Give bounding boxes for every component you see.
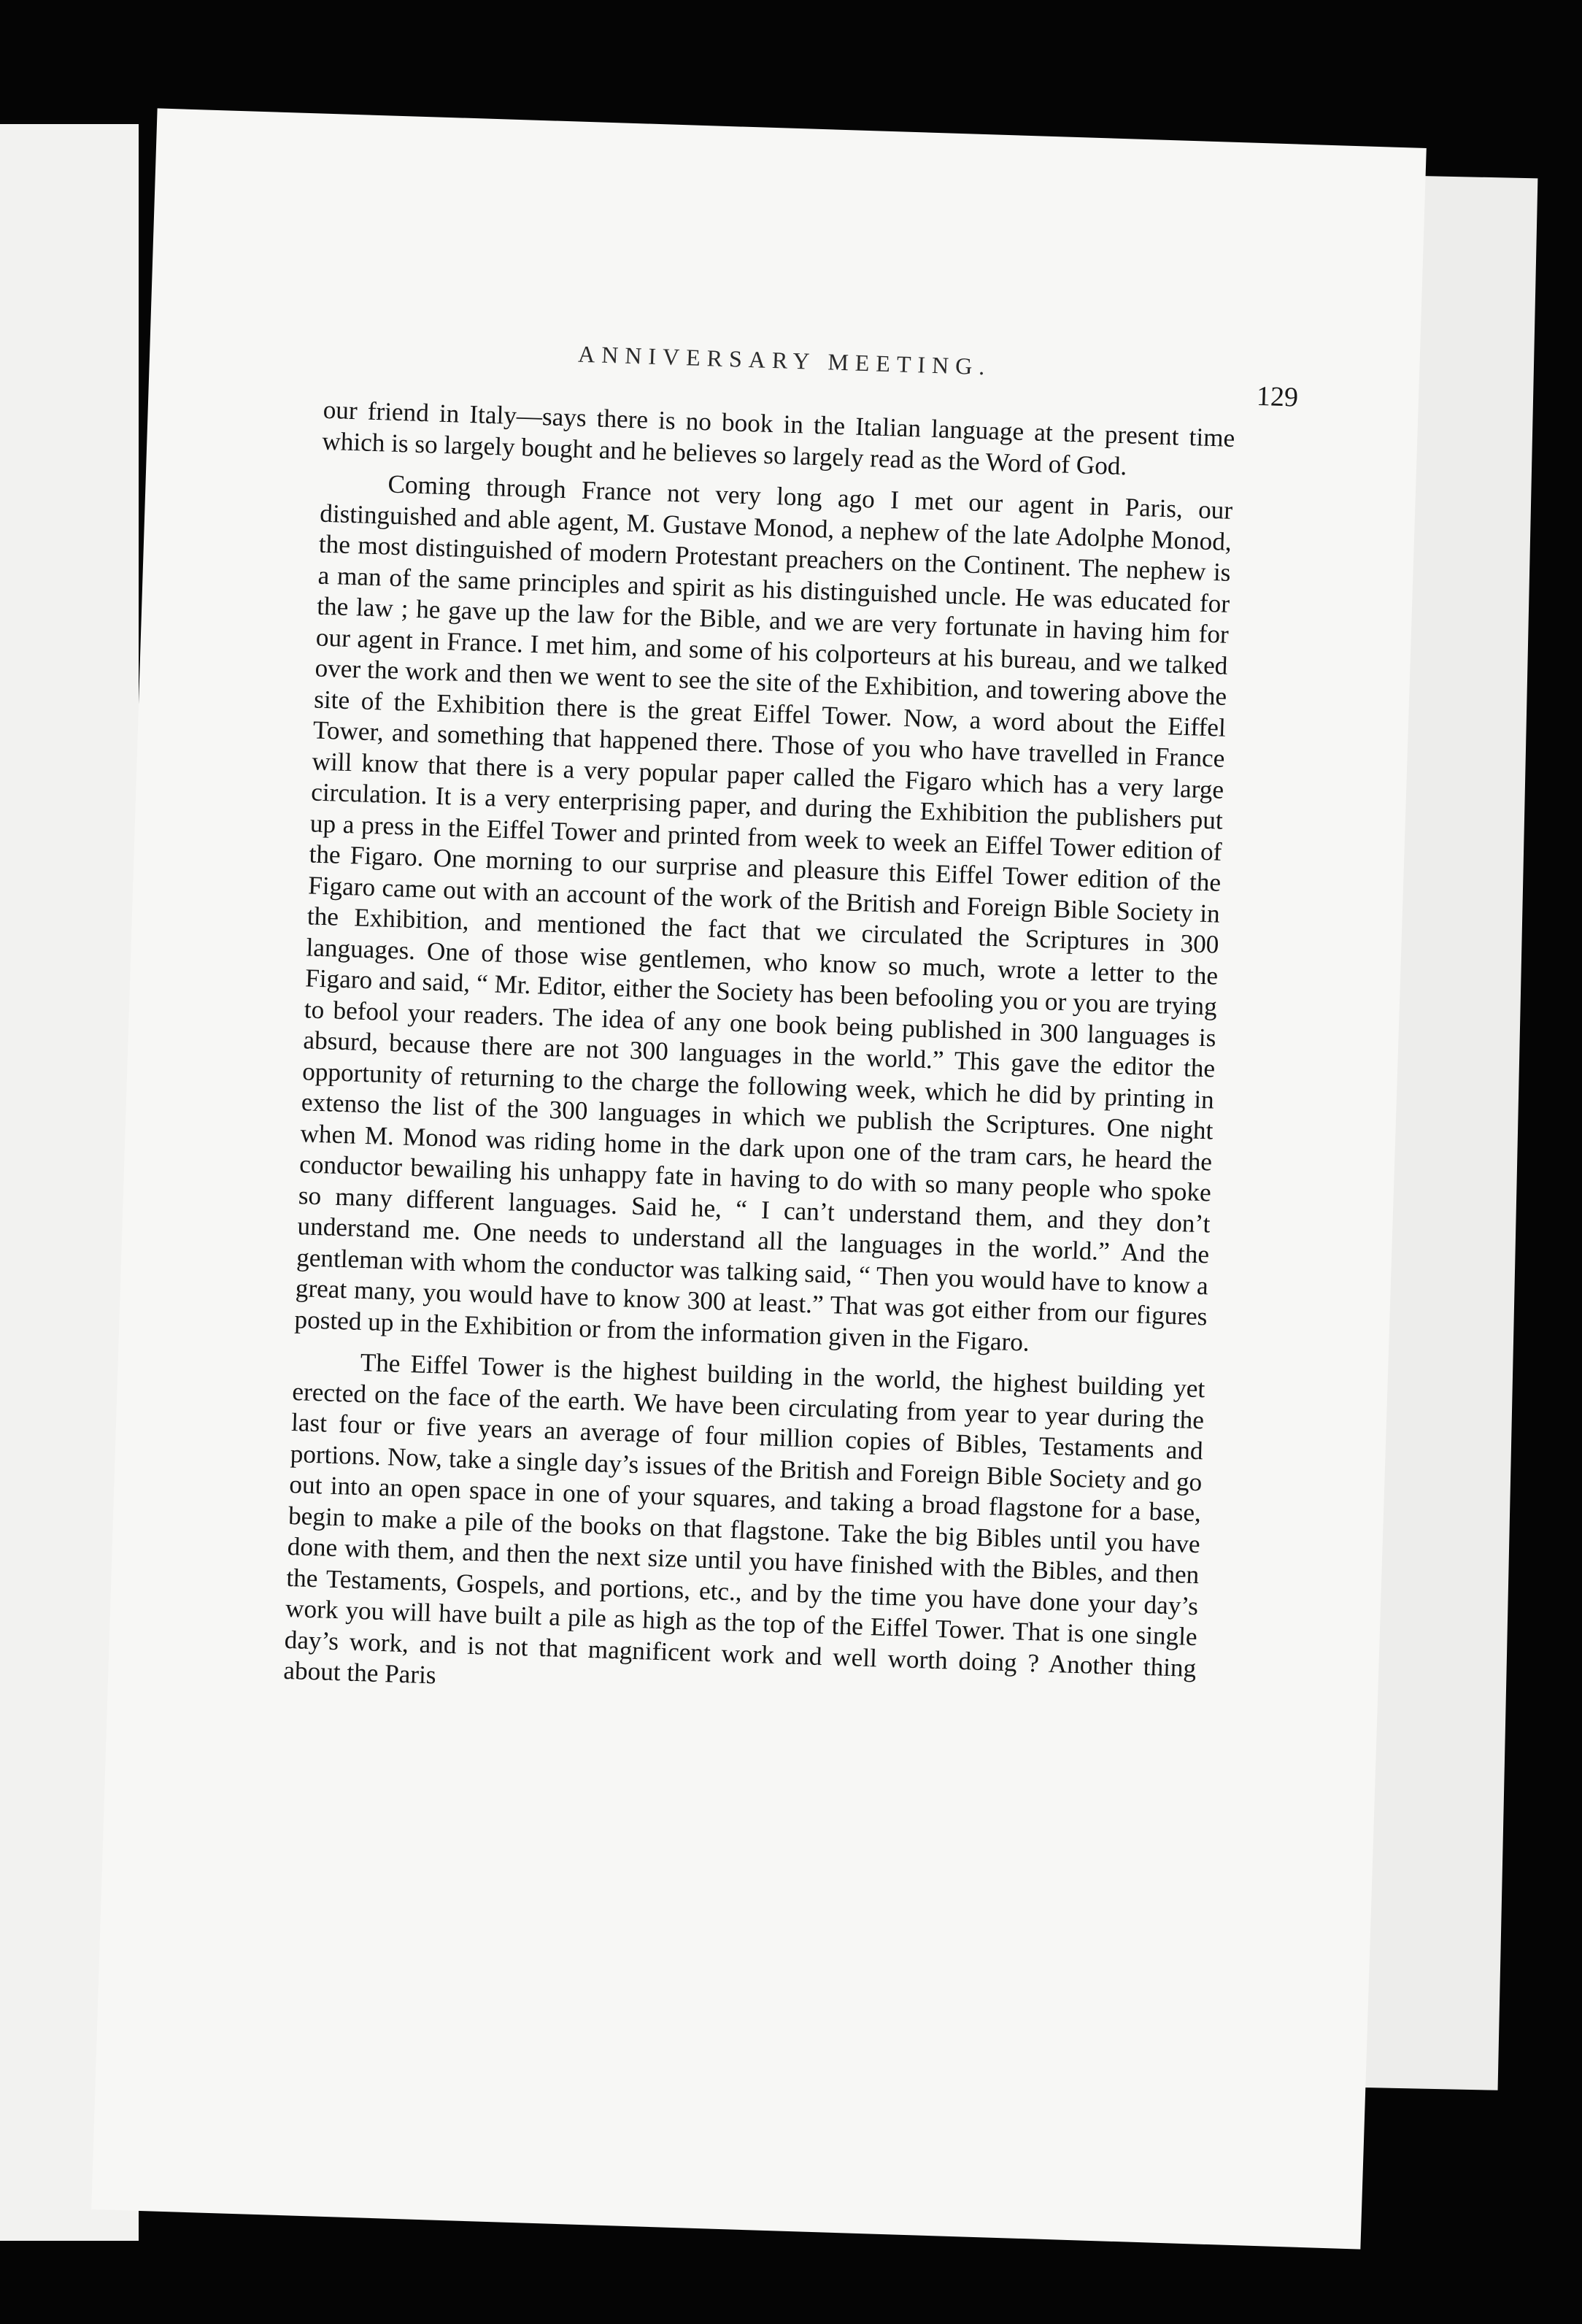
page-body xyxy=(283,395,1235,1715)
scanned-page xyxy=(91,108,1427,2249)
paragraph: our friend in Italy—says there is no book in the Italian language at the present time which is so largely bought and he believes so largely read as the Word of God. xyxy=(321,395,1235,480)
page-number: 129 xyxy=(1256,380,1299,413)
paragraph: Coming through France not very long ago I met our agent in Paris, our distinguished and able agent, M. Gustave Monod, a nephew of the late Adolphe Monod, the most distinguished of modern Protestant preachers on the Continent. The nephew is a man of the same principles and spirit as his distinguished uncle. He was educated for the law ; he gave up the law for the Bible, and we are very fortunate in having him for our agent in France. I met him, and some of his colporteurs at his bureau, and we talked over the work and then we went to see the site of the Exhibition, and towering above the site of the Exhibition there is the great Eiffel Tower. Now, a word about the Eiffel Tower, and something that happened there. Those of you who have travelled in France will know that there is a very popular paper called the Figaro which has a very large circulation. It is a very enterprising paper, and during the Exhibition the publishers put up a press in the Eiffel Tower and printed from week to week an Eiffel Tower edition of the Figaro. One morning to our surprise and pleasure this Eiffel Tower edition of the Figaro came out with an account of the work of the British and Foreign Bible Society in the Exhibition, and mentioned the fact that we circulated the Scriptures in 300 languages. One of those wise gentlemen, who know so much, wrote a letter to the Figaro and said, “ Mr. Editor, either the Society has been befooling you or you are trying to befool your readers. The idea of any one book being published in 300 languages is absurd, because there are not 300 languages in the world.” This gave the editor the opportunity of returning to the charge the following week, which he did by printing in extenso the list of the 300 languages in which we publish the Scriptures. One night when M. Monod was riding home in the dark upon one of the tram cars, he heard the conductor bewailing his unhappy fate in having to do with so many people who spoke so many different languages. Said he, “ I can’t understand them, and they don’t understand me. One needs to understand all the languages in the world.” And the gentleman with whom the conductor was talking said, “ Then you would have to know a great many, you would have to know 300 at least.” That was got either from our figures posted up in the Exhibition or from the information given in the Figaro. xyxy=(294,469,1233,1357)
paragraph: The Eiffel Tower is the highest building in the world, the highest building yet erected on the face of the earth. We have been circulating from year to year during the last four or five years an average of four million copies of Bibles, Testaments and portions. Now, take a single day’s issues of the British and Foreign Bible Society and go out into an open space in one of your squares, and taking a broad flagstone for a base, begin to make a pile of the books on that flagstone. Take the big Bibles until you have done with them, and then the next size until you have finished with the Bibles, and then the Testaments, Gospels, and portions, etc., and by the time you have done your day’s work you will have built a pile as high as the top of the Eiffel Tower. That is one single day’s work, and is not that magnificent work and well worth doing ? Another thing about the Paris xyxy=(282,1347,1205,1690)
running-header: ANNIVERSARY MEETING. xyxy=(577,340,992,380)
